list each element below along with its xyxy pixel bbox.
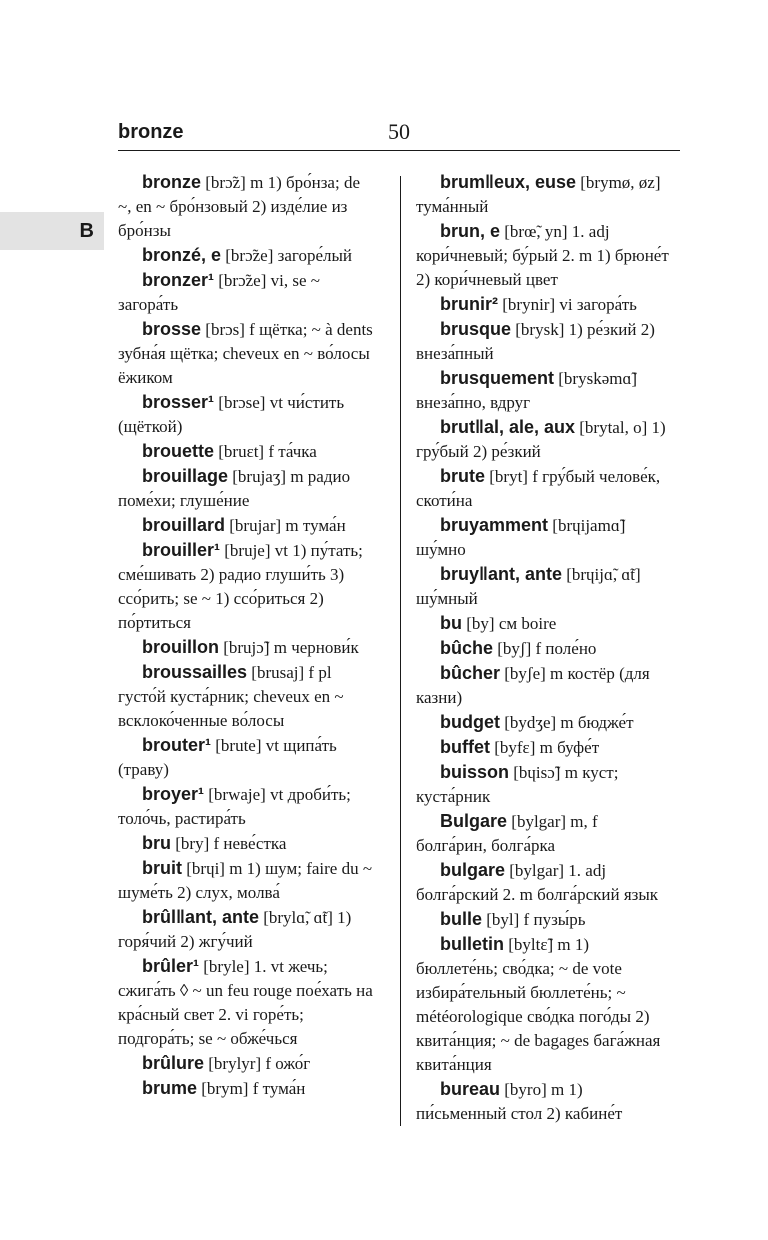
dictionary-entry [416,464,672,513]
dictionary-entry [118,390,374,439]
entry-headword: buisson [440,762,510,782]
dictionary-entry [118,782,374,831]
dictionary-entry [118,954,374,1051]
dictionary-entry [118,635,374,660]
dictionary-entry [118,660,374,733]
entry-definition: [brylɑ̃, ɑ̃t] 1) горя́чий 2) жгу́чий [118,908,352,951]
entry-definition: [brynir] vi загора́ть [498,295,637,314]
dictionary-entry [416,809,672,858]
entry-headword: bulle [440,909,483,929]
entry-definition: [brɔ̃ze] загоре́лый [221,246,352,265]
dictionary-entry [118,268,374,317]
entry-headword: brûlure [142,1053,205,1073]
entry-headword: bureau [440,1079,501,1099]
dictionary-entry [118,831,374,856]
entry-headword: bronzé, e [142,245,222,265]
entry-definition: [brysk] 1) ре́зкий 2) внеза́пный [416,320,655,363]
dictionary-entry [416,170,672,219]
dictionary-entry [416,735,672,760]
entry-headword: broyer¹ [142,784,205,804]
page-number: 50 [388,119,410,144]
entry-definition: [bryle] 1. vt жечь; сжига́ть ◊ ~ un feu rouge пое́хать на кра́сный свет 2. vi горе́ть; подгора́ть; se ~ обже́чься [118,957,373,1048]
entry-headword: bûcher [440,663,501,683]
thumb-index-letter: B [79,220,94,242]
entry-definition: [brɥijɑ̃, ɑ̃t] шу́мный [416,565,641,608]
entry-headword: bûche [440,638,494,658]
entry-headword: Bulgare [440,811,508,831]
dictionary-entry [118,733,374,782]
entry-definition: [bɥisɔ̃] m куст; куста́рник [416,763,619,806]
dictionary-entry [416,219,672,292]
entry-headword: buffet [440,737,490,757]
entry-definition: [bylgar] m, f болга́рин, болга́рка [416,812,598,855]
dictionary-entry [416,513,672,562]
entry-headword: broussailles [142,662,248,682]
running-head: bronze [118,121,184,143]
dictionary-entry [416,760,672,809]
entry-headword: bulletin [440,934,504,954]
dictionary-entry [118,464,374,513]
entry-headword: brouette [142,441,214,461]
dictionary-entry [416,661,672,710]
dictionary-entry [118,856,374,905]
entry-headword: brosse [142,319,202,339]
entry-definition: [brujɔ̃] m чернови́к [218,638,359,657]
entry-headword: bruyamment [440,515,549,535]
entry-headword: bru [142,833,171,853]
entry-headword: bu [440,613,462,633]
entry-definition: [brɔs] f щётка; ~ à dents зубна́я щётка; cheveux en ~ во́лосы ёжиком [118,320,373,387]
dictionary-entry [416,366,672,415]
entry-definition: [bydʒe] m бюдже́т [500,713,634,732]
dictionary-entry [416,636,672,661]
right-column [416,170,672,1126]
entry-definition: [brɥi] m 1) шум; faire du ~ шуме́ть 2) слух, молва́ [118,859,373,902]
entry-definition: [brujaʒ] m радио поме́хи; глуше́ние [118,467,351,510]
entry-definition: [brɔ̃z] m 1) бро́нза; de ~, en ~ бро́нзовый 2) изде́лие из бро́нзы [118,173,361,240]
entry-definition: [brɔ̃ze] vi, se ~ загора́ть [118,271,320,314]
dictionary-entry [118,905,374,954]
entry-headword: bulgare [440,860,506,880]
entry-definition: [brytal, o] 1) гру́бый 2) ре́зкий [416,418,666,461]
entry-definition: [brɔse] vt чи́стить (щёткой) [118,393,345,436]
entry-headword: brouter¹ [142,735,211,755]
dictionary-entry [416,932,672,1077]
dictionary-entry [118,1076,374,1101]
header-rule [118,150,680,151]
entry-definition: [byʃ] f поле́но [493,639,597,658]
column-divider [400,176,401,1126]
entry-headword: bruy‖ant, ante [440,564,562,584]
entry-definition: [brujar] m тума́н [225,516,346,535]
entry-headword: brum‖eux, euse [440,172,577,192]
thumb-index-tab [0,212,104,250]
entry-headword: brouillard [142,515,226,535]
entry-definition: [bryskəmɑ̃] внеза́пно, вдруг [416,369,638,412]
entry-definition: [bryt] f гру́бый челове́к, скоти́на [416,467,661,510]
entry-definition: [bruje] vt 1) пу́тать; сме́шивать 2) радио глуши́ть 3) ссо́рить; se ~ 1) ссо́риться 2) по́ртиться [118,541,363,632]
dictionary-entry [416,317,672,366]
entry-definition: [brylyr] f ожо́г [204,1054,311,1073]
entry-headword: bronze [142,172,202,192]
entry-headword: brusque [440,319,512,339]
dictionary-entry [118,170,374,243]
entry-definition: [byltɛ̃] m 1) бюллете́нь; сво́дка; ~ de vote избира́тельный бюллете́нь; ~ météorologique сво́дка пого́ды 2) квита́нция; ~ de bagages бага́жная квита́нция [416,935,661,1074]
page-header [118,118,680,150]
dictionary-entry [416,858,672,907]
dictionary-entry [118,243,374,268]
dictionary-entry [118,439,374,464]
entry-headword: brouillage [142,466,229,486]
entry-definition: [byl] f пузы́рь [482,910,586,929]
entry-headword: brute [440,466,485,486]
entry-definition: [brym] f тума́н [197,1079,306,1098]
entry-definition: [byfɛ] m буфе́т [489,738,600,757]
entry-definition: [bruɛt] f та́чка [214,442,317,461]
entry-definition: [brymø, øz] тума́нный [416,173,661,216]
entry-definition: [brɥijamɑ̃] шу́мно [416,516,626,559]
entry-definition: [by] см boire [462,614,557,633]
dictionary-entry [118,513,374,538]
entry-headword: brosser¹ [142,392,215,412]
dictionary-entry [416,562,672,611]
entry-headword: brouiller¹ [142,540,221,560]
entry-headword: brouillon [142,637,219,657]
entry-headword: budget [440,712,500,732]
entry-definition: [byʃe] m костёр (для казни) [416,664,650,707]
entry-headword: brûler¹ [142,956,200,976]
entry-definition: [brusaj] f pl густо́й куста́рник; cheveux en ~ всклоко́ченные во́лосы [118,663,344,730]
dictionary-entry [416,415,672,464]
dictionary-entry [118,317,374,390]
dictionary-entry [416,710,672,735]
entry-definition: [brute] vt щипа́ть (траву) [118,736,337,779]
dictionary-entry [416,907,672,932]
entry-headword: bruit [142,858,182,878]
dictionary-entry [416,611,672,636]
dictionary-entry [118,1051,374,1076]
entry-definition: [bry] f неве́стка [171,834,287,853]
entry-headword: bronzer¹ [142,270,214,290]
left-column [118,170,374,1101]
dictionary-entry [416,1077,672,1126]
dictionary-entry [416,292,672,317]
entry-headword: brûl‖ant, ante [142,907,259,927]
entry-definition: [byro] m 1) пи́сьменный стол 2) кабине́т [416,1080,623,1123]
entry-headword: brunir² [440,294,498,314]
dictionary-entry [118,538,374,635]
entry-headword: brume [142,1078,198,1098]
entry-definition: [brœ̃, yn] 1. adj кори́чневый; бу́рый 2. m 1) брюне́т 2) кори́чневый цвет [416,222,669,289]
entry-headword: brut‖al, ale, aux [440,417,575,437]
entry-headword: brun, e [440,221,501,241]
entry-definition: [bylgar] 1. adj болга́рский 2. m болга́рский язык [416,861,659,904]
entry-headword: brusquement [440,368,555,388]
entry-definition: [brwaje] vt дроби́ть; толо́чь, растира́ть [118,785,351,828]
